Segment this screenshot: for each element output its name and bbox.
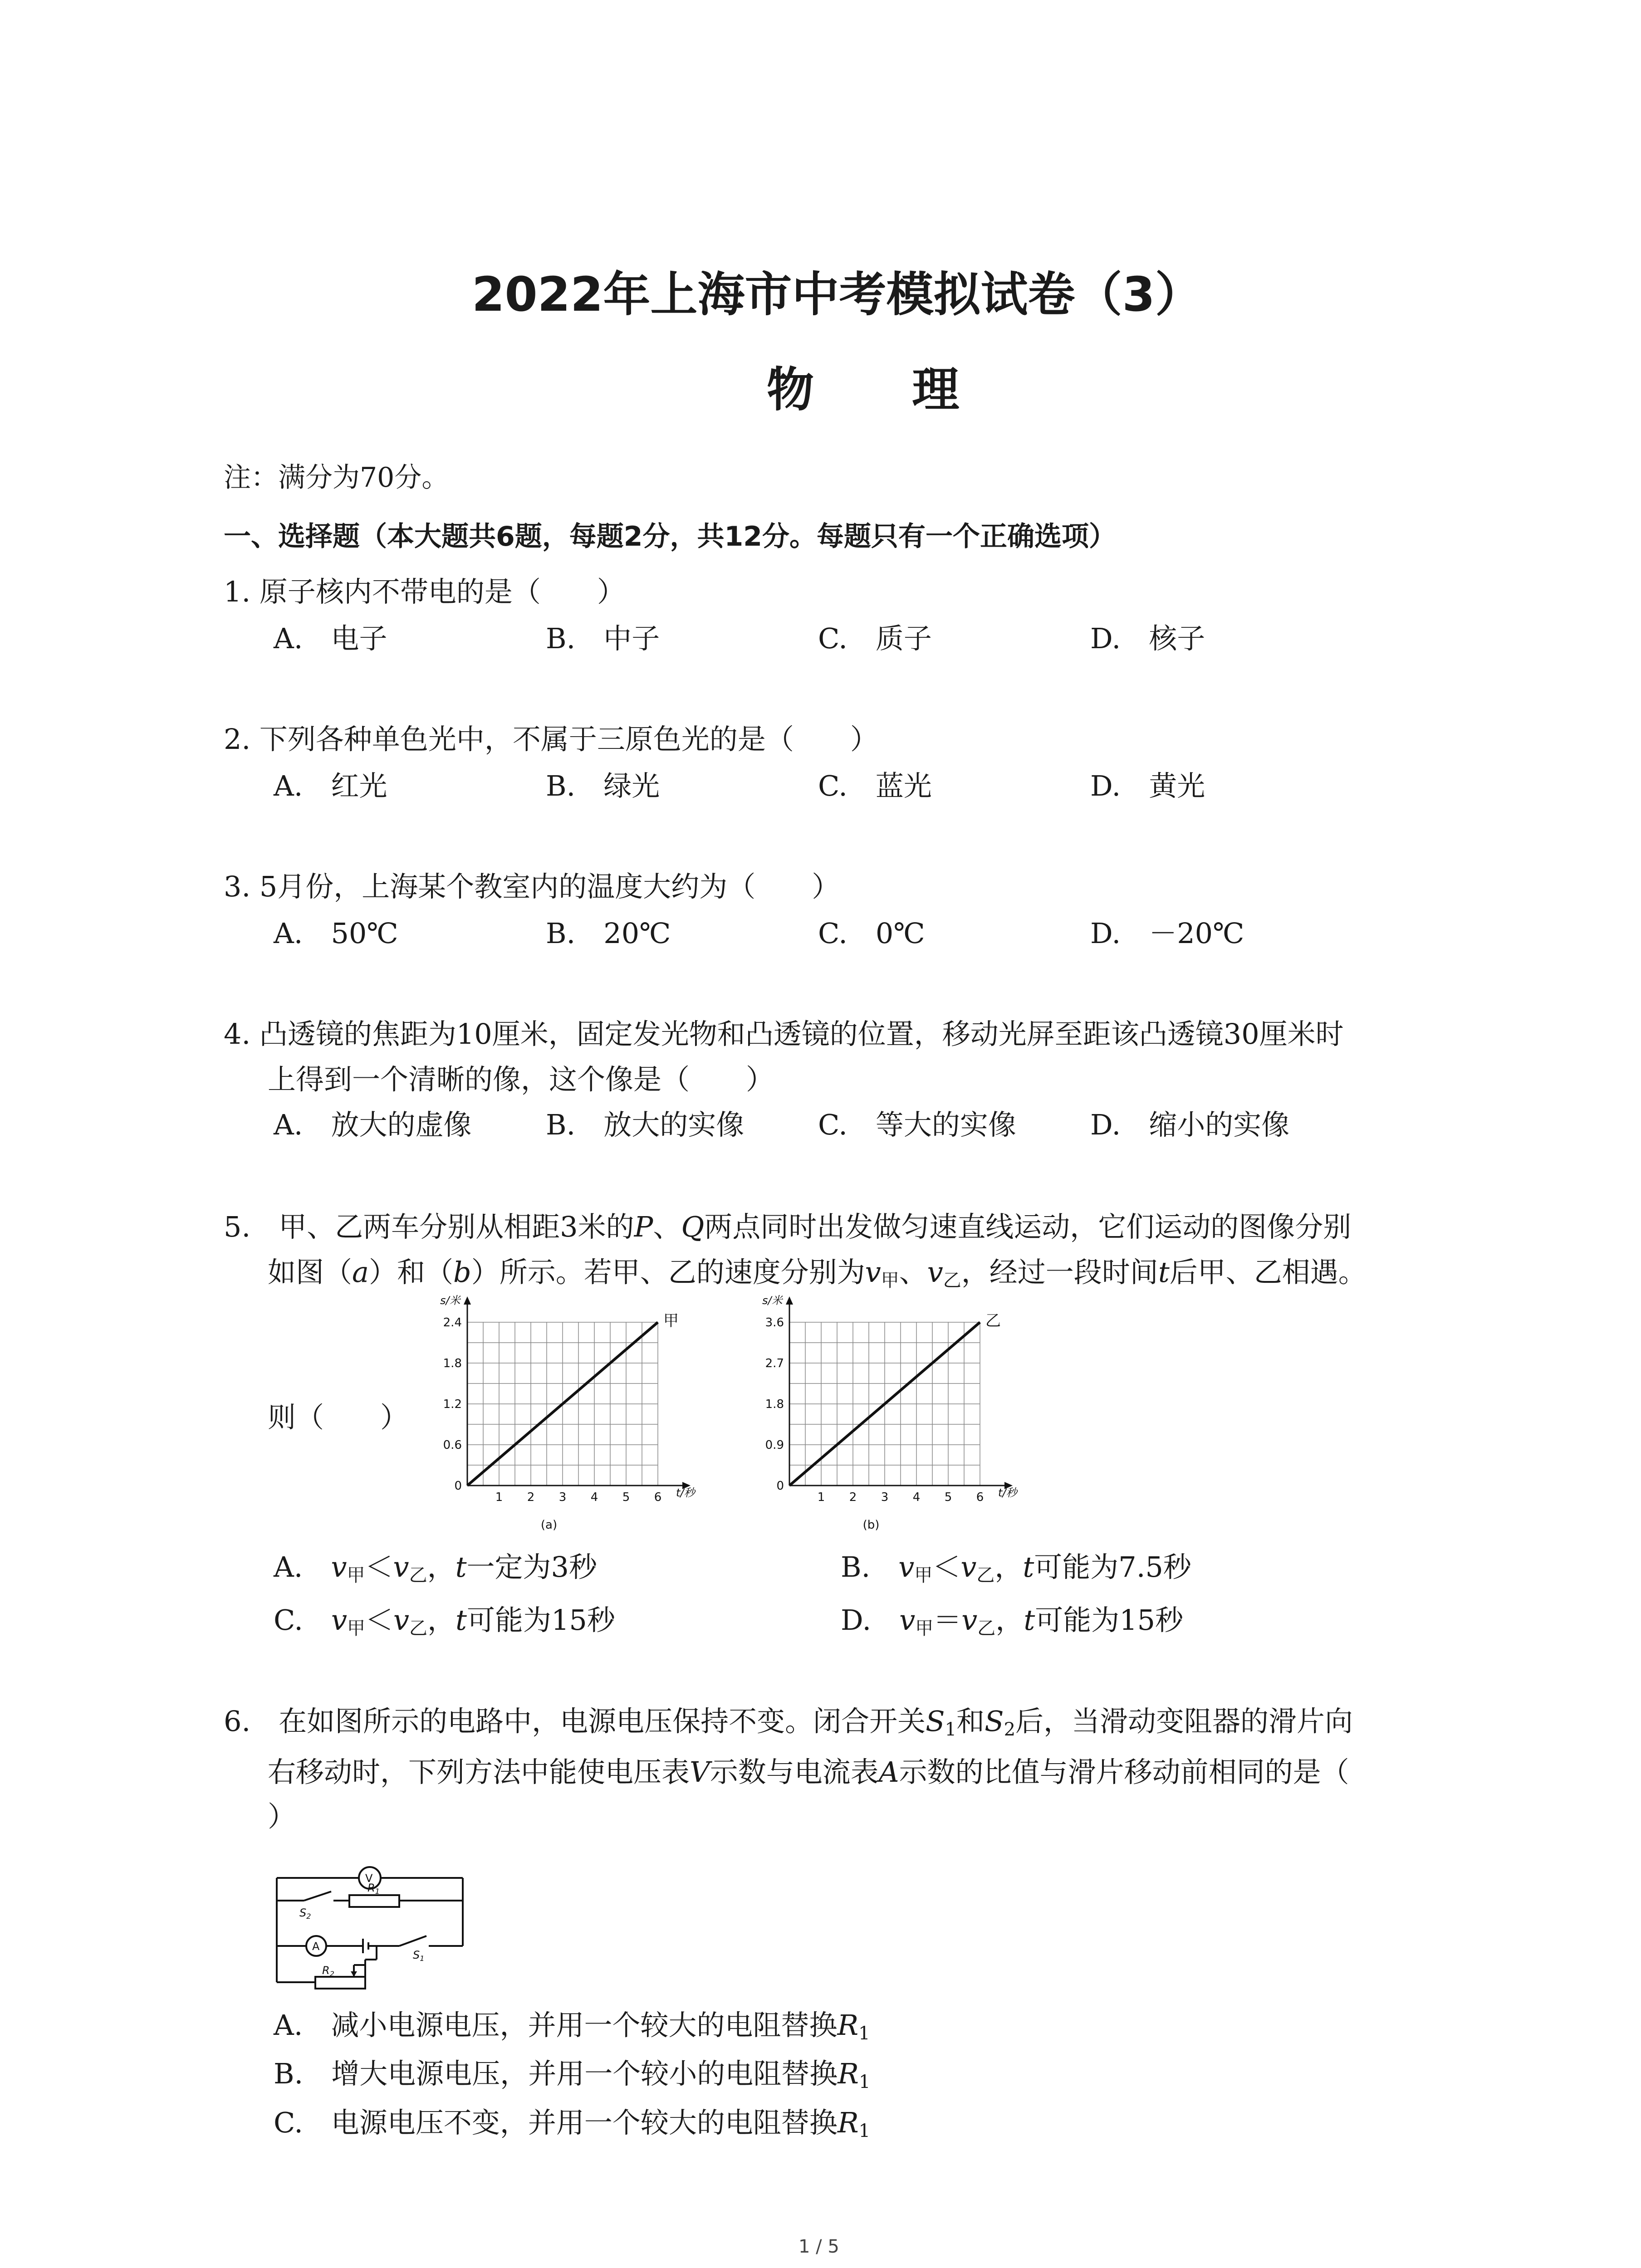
q3-option-d: D. －20℃ <box>1090 917 1244 950</box>
q5-text: ）所示。若甲、乙的速度分别为 <box>471 1256 865 1289</box>
q6-text: 和 <box>956 1705 985 1738</box>
option-text: 可能为7.5秒 <box>1034 1550 1191 1584</box>
q4-option-c: C. 等大的实像 <box>818 1108 1016 1141</box>
velocity-symbol: v <box>898 1550 915 1584</box>
x-tick-label: 5 <box>944 1491 952 1504</box>
velocity-symbol: v <box>960 1550 977 1584</box>
velocity-symbol: v <box>865 1256 881 1289</box>
x-tick-label: 2 <box>849 1491 857 1504</box>
r2-label: $R_2$ <box>322 1964 334 1978</box>
switch-symbol: S <box>985 1705 1004 1738</box>
velocity-symbol: v <box>927 1256 943 1289</box>
y-tick-label: 0.6 <box>443 1438 462 1452</box>
option-text: 一定为3秒 <box>466 1550 597 1584</box>
y-tick-label: 3.6 <box>765 1316 784 1330</box>
comparison-operator: ＝ <box>933 1603 962 1637</box>
chart-a <box>399 1295 762 1531</box>
option-text: C. 电源电压不变，并用一个较大的电阻替换 <box>274 2106 838 2139</box>
resistor-subscript: 1 <box>858 2121 871 2141</box>
ammeter-symbol: A <box>878 1755 899 1789</box>
s1-label: $S_1$ <box>413 1949 425 1963</box>
q5-text: 5. 甲、乙两车分别从相距3米的 <box>224 1210 634 1243</box>
y-tick-label: 2.7 <box>765 1357 784 1370</box>
q2-option-d: D. 黄光 <box>1090 769 1205 802</box>
y-axis-label: s/米 <box>762 1295 783 1307</box>
q5-option-d <box>841 1598 1183 1640</box>
ammeter-label: A <box>312 1940 320 1953</box>
x-axis-label: t/秒 <box>676 1486 695 1499</box>
x-tick-label: 1 <box>495 1491 503 1504</box>
y-tick-label: 0 <box>454 1479 462 1493</box>
question-5-line-1 <box>224 1204 1351 1245</box>
q4-option-d: D. 缩小的实像 <box>1090 1108 1290 1141</box>
velocity-symbol: v <box>331 1550 347 1584</box>
velocity-symbol: v <box>961 1603 978 1637</box>
option-text: 可能为15秒 <box>1035 1603 1184 1637</box>
q5-option-a <box>274 1545 597 1587</box>
velocity-symbol: v <box>393 1550 409 1584</box>
question-2-stem: 2. 下列各种单色光中，不属于三原色光的是（ ） <box>224 723 878 756</box>
x-tick-label: 6 <box>976 1491 984 1504</box>
page-number: 1 / 5 <box>798 2236 839 2257</box>
q4-option-b: B. 放大的实像 <box>546 1108 745 1141</box>
option-text: ， <box>427 1550 456 1584</box>
voltmeter-symbol: V <box>690 1755 710 1789</box>
question-6-line-1 <box>224 1699 1353 1740</box>
x-axis-label: t/秒 <box>998 1486 1017 1499</box>
q2-option-b: B. 绿光 <box>546 769 660 802</box>
resistor-subscript: 1 <box>858 2072 871 2092</box>
q5-text: 两点同时出发做匀速直线运动，它们运动的图像分别 <box>704 1210 1352 1243</box>
question-6-line-2 <box>268 1750 1349 1790</box>
x-tick-label: 4 <box>912 1491 921 1504</box>
x-tick-label: 3 <box>558 1491 567 1504</box>
option-text: A. 减小电源电压，并用一个较大的电阻替换 <box>274 2009 838 2042</box>
option-text: B. 增大电源电压，并用一个较小的电阻替换 <box>274 2057 838 2090</box>
switch-subscript: 1 <box>945 1719 957 1740</box>
y-axis-label: s/米 <box>440 1295 460 1307</box>
x-tick-label: 1 <box>817 1491 825 1504</box>
q6-text: 6. 在如图所示的电路中，电源电压保持不变。闭合开关 <box>224 1705 926 1738</box>
x-tick-label: 5 <box>622 1491 630 1504</box>
time-symbol: t <box>1158 1256 1170 1289</box>
question-4-line-2: 上得到一个清晰的像，这个像是（ ） <box>268 1063 774 1096</box>
x-tick-label: 4 <box>590 1491 598 1504</box>
x-tick-label: 2 <box>527 1491 535 1504</box>
q1-option-c: C. 质子 <box>818 622 932 655</box>
q5-option-c <box>274 1598 615 1640</box>
time-symbol: t <box>1024 1603 1035 1637</box>
section-heading: 一、选择题（本大题共6题，每题2分，共12分。每题只有一个正确选项） <box>224 521 1116 552</box>
option-text: 可能为15秒 <box>466 1603 615 1637</box>
q5-option-b <box>841 1545 1191 1587</box>
series-label: 乙 <box>985 1312 1001 1330</box>
q5-text: 后甲、乙相遇。 <box>1169 1256 1367 1289</box>
voltmeter-label: V <box>365 1872 373 1885</box>
q6-option-a <box>274 2003 870 2044</box>
option-text: ， <box>427 1603 456 1637</box>
time-symbol: t <box>455 1550 467 1584</box>
switch-subscript: 2 <box>1004 1719 1016 1740</box>
s2-label: $S_2$ <box>299 1906 311 1921</box>
comparison-operator: ＜ <box>365 1603 393 1637</box>
x-tick-label: 6 <box>654 1491 662 1504</box>
velocity-subscript: 甲 <box>347 1565 365 1586</box>
q6-option-b <box>274 2051 870 2092</box>
point-p: P <box>634 1210 653 1243</box>
q2-option-c: C. 蓝光 <box>818 769 932 802</box>
switch-symbol: S <box>926 1705 945 1738</box>
velocity-subscript: 乙 <box>977 1618 996 1639</box>
resistor-symbol: R <box>837 2009 859 2042</box>
q4-option-a: A. 放大的虚像 <box>274 1108 472 1141</box>
subject-title: 物 理 <box>767 362 1000 417</box>
velocity-subscript: 乙 <box>943 1270 961 1291</box>
velocity-subscript: 甲 <box>881 1270 899 1291</box>
series-label: 甲 <box>663 1312 679 1330</box>
comparison-operator: ＜ <box>365 1550 393 1584</box>
time-symbol: t <box>1023 1550 1034 1584</box>
option-label: D. <box>841 1603 900 1637</box>
q1-option-b: B. 中子 <box>546 622 660 655</box>
q5-text: ）和（ <box>368 1256 453 1289</box>
question-5-line-2 <box>268 1250 1367 1292</box>
exam-title: 2022年上海市中考模拟试卷（3） <box>472 267 1202 322</box>
question-1-stem: 1. 原子核内不带电的是（ ） <box>224 575 625 608</box>
velocity-symbol: v <box>331 1603 347 1637</box>
y-axis-arrow-icon <box>786 1296 793 1305</box>
score-note: 注：满分为70分。 <box>224 462 449 494</box>
q3-option-c: C. 0℃ <box>818 917 925 950</box>
y-tick-label: 1.2 <box>443 1398 462 1411</box>
velocity-subscript: 乙 <box>976 1565 995 1586</box>
point-q: Q <box>681 1210 705 1243</box>
q1-option-a: A. 电子 <box>274 622 387 655</box>
option-label: A. <box>274 1550 331 1584</box>
resistor-subscript: 1 <box>858 2023 870 2044</box>
resistor-r1-icon <box>349 1895 399 1907</box>
y-tick-label: 1.8 <box>443 1357 462 1370</box>
resistor-symbol: R <box>838 2057 859 2090</box>
velocity-subscript: 甲 <box>915 1618 934 1639</box>
q3-option-a: A. 50℃ <box>274 917 398 950</box>
option-label: B. <box>841 1550 899 1584</box>
y-tick-label: 0.9 <box>765 1438 784 1452</box>
y-tick-label: 2.4 <box>443 1316 462 1330</box>
chart-caption: (b) <box>862 1518 880 1531</box>
option-text: ， <box>994 1550 1023 1584</box>
q5-text: 、 <box>899 1256 927 1289</box>
question-3-stem: 3. 5月份，上海某个教室内的温度大约为（ ） <box>224 870 840 903</box>
question-6-line-3: ） <box>268 1800 296 1833</box>
resistor-symbol: R <box>837 2106 859 2139</box>
rheostat-r2-icon <box>315 1977 365 1989</box>
option-label: C. <box>274 1603 331 1637</box>
switch-s2-icon <box>304 1892 331 1901</box>
chart-caption: (a) <box>540 1518 558 1531</box>
q5-text: 如图（ <box>268 1256 353 1289</box>
option-text: ， <box>995 1603 1024 1637</box>
q2-option-a: A. 红光 <box>274 769 387 802</box>
q6-option-c <box>274 2100 870 2141</box>
figure-a-ref: a <box>352 1256 369 1289</box>
comparison-operator: ＜ <box>932 1550 961 1584</box>
y-axis-arrow-icon <box>464 1296 471 1305</box>
x-tick-label: 3 <box>881 1491 889 1504</box>
q6-text: 示数与电流表 <box>710 1755 879 1789</box>
q6-text: 示数的比值与滑片移动前相同的是（ <box>899 1755 1349 1789</box>
r1-label: $R_1$ <box>367 1882 380 1896</box>
velocity-symbol: v <box>899 1603 916 1637</box>
q1-option-d: D. 核子 <box>1090 622 1205 655</box>
velocity-subscript: 甲 <box>914 1565 933 1586</box>
question-4-line-1: 4. 凸透镜的焦距为10厘米，固定发光物和凸透镜的位置，移动光屏至距该凸透镜30厘米时 <box>224 1017 1344 1051</box>
velocity-subscript: 甲 <box>347 1618 365 1639</box>
y-tick-label: 0 <box>776 1479 784 1493</box>
q6-text: 后，当滑动变阻器的滑片向 <box>1015 1705 1353 1738</box>
velocity-subscript: 乙 <box>409 1618 428 1639</box>
q5-text: 、 <box>653 1210 681 1243</box>
figure-b-ref: b <box>453 1256 471 1289</box>
y-tick-label: 1.8 <box>765 1398 784 1411</box>
q5-text: ，经过一段时间 <box>961 1256 1158 1289</box>
q3-option-b: B. 20℃ <box>546 917 671 950</box>
switch-s1-icon <box>399 1936 426 1946</box>
question-5-line-3: 则（ ） <box>268 1401 409 1434</box>
circuit-diagram <box>268 1846 476 2000</box>
velocity-symbol: v <box>393 1603 410 1637</box>
velocity-subscript: 乙 <box>409 1565 427 1586</box>
chart-b <box>721 1295 1084 1531</box>
time-symbol: t <box>456 1603 467 1637</box>
q6-text: 右移动时，下列方法中能使电压表 <box>268 1755 690 1789</box>
